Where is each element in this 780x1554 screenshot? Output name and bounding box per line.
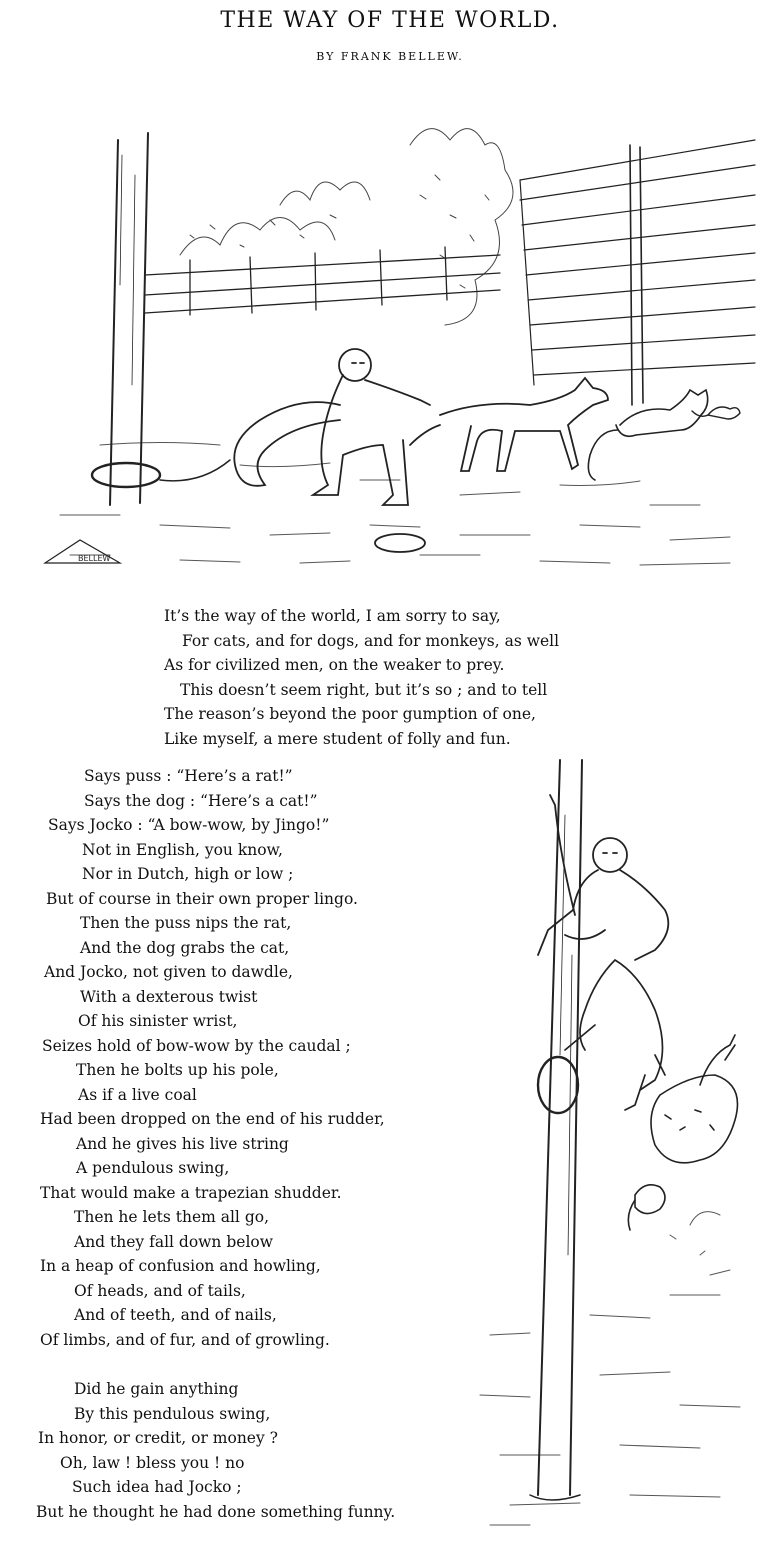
poem-line: As if a live coal bbox=[78, 1085, 197, 1104]
poem-line: Such idea had Jocko ; bbox=[72, 1478, 242, 1497]
poem-line: Says the dog : “Here’s a cat!” bbox=[84, 791, 318, 810]
stanza-2 bbox=[40, 764, 520, 1352]
cat-drawing bbox=[651, 1035, 738, 1163]
poem-line: Not in English, you know, bbox=[82, 840, 283, 859]
poem-line: Oh, law ! bless you ! no bbox=[60, 1453, 245, 1472]
author-byline: BY FRANK BELLEW. bbox=[316, 50, 464, 63]
poem-line: Of heads, and of tails, bbox=[74, 1281, 246, 1300]
poem-line: And the dog grabs the cat, bbox=[80, 938, 290, 957]
foliage-drawing bbox=[180, 129, 513, 325]
monkey-drawing bbox=[234, 349, 430, 505]
poem-line: In honor, or credit, or money ? bbox=[38, 1429, 278, 1448]
poem-line: And Jocko, not given to dawdle, bbox=[44, 963, 293, 981]
ground-drawing bbox=[480, 1212, 740, 1525]
poem-line: By this pendulous swing, bbox=[74, 1404, 271, 1423]
poem-line: Like myself, a mere student of folly and fun. bbox=[164, 729, 511, 748]
poem-line: And he gives his live string bbox=[76, 1134, 289, 1153]
poem-line: Then he bolts up his pole, bbox=[76, 1061, 279, 1079]
monkey-drawing bbox=[538, 795, 668, 960]
pole-illustration bbox=[470, 755, 760, 1545]
poem-line: And they fall down below bbox=[74, 1232, 273, 1251]
poem-title: THE WAY OF THE WORLD. bbox=[220, 8, 560, 33]
top-illustration bbox=[40, 85, 760, 585]
poem-line: But he thought he had done something funny. bbox=[36, 1502, 396, 1521]
dog-drawing bbox=[565, 960, 665, 1110]
stanza-3 bbox=[36, 1377, 516, 1525]
poem-line: Of limbs, and of fur, and of growling. bbox=[40, 1330, 330, 1349]
poem-line: Nor in Dutch, high or low ; bbox=[82, 865, 294, 883]
poem-line: This doesn’t seem right, but it’s so ; and to tell bbox=[180, 680, 548, 699]
poem-line: Of his sinister wrist, bbox=[78, 1012, 238, 1030]
poem-line: Did he gain anything bbox=[74, 1380, 239, 1398]
poem-line: A pendulous swing, bbox=[76, 1159, 230, 1177]
dog-drawing bbox=[410, 378, 608, 471]
poem-line: Says puss : “Here’s a rat!” bbox=[84, 767, 293, 785]
poem-line: Then he lets them all go, bbox=[74, 1208, 269, 1226]
ground-drawing bbox=[60, 443, 730, 566]
poem-line: It’s the way of the world, I am sorry to say, bbox=[164, 607, 501, 625]
poem-line: And of teeth, and of nails, bbox=[74, 1306, 277, 1324]
bowl-drawing bbox=[375, 534, 425, 552]
poem-line: In a heap of confusion and howling, bbox=[40, 1257, 321, 1275]
poem-line: The reason’s beyond the poor gumption of one, bbox=[164, 705, 536, 724]
board-fence-drawing bbox=[520, 140, 755, 405]
poem-line: But of course in their own proper lingo. bbox=[46, 889, 358, 908]
poem-line: Then the puss nips the rat, bbox=[80, 914, 292, 932]
poem-line: For cats, and for dogs, and for monkeys, as well bbox=[182, 631, 560, 650]
stanza-1 bbox=[164, 604, 634, 752]
poem-line: Seizes hold of bow-wow by the caudal ; bbox=[42, 1036, 351, 1055]
poem-line: Had been dropped on the end of his rudder, bbox=[40, 1110, 385, 1128]
poem-line: As for civilized men, on the weaker to prey. bbox=[164, 656, 505, 675]
signature-text: BELLEW bbox=[78, 554, 111, 563]
cat-drawing bbox=[588, 390, 707, 480]
post-drawing bbox=[92, 133, 160, 505]
rat-drawing bbox=[628, 1185, 665, 1230]
pole-drawing bbox=[530, 760, 582, 1500]
rail-fence-drawing bbox=[145, 247, 500, 315]
poem-line: That would make a trapezian shudder. bbox=[40, 1183, 342, 1202]
poem-line: Says Jocko : “A bow-wow, by Jingo!” bbox=[48, 816, 330, 834]
poem-line: With a dexterous twist bbox=[80, 987, 258, 1006]
